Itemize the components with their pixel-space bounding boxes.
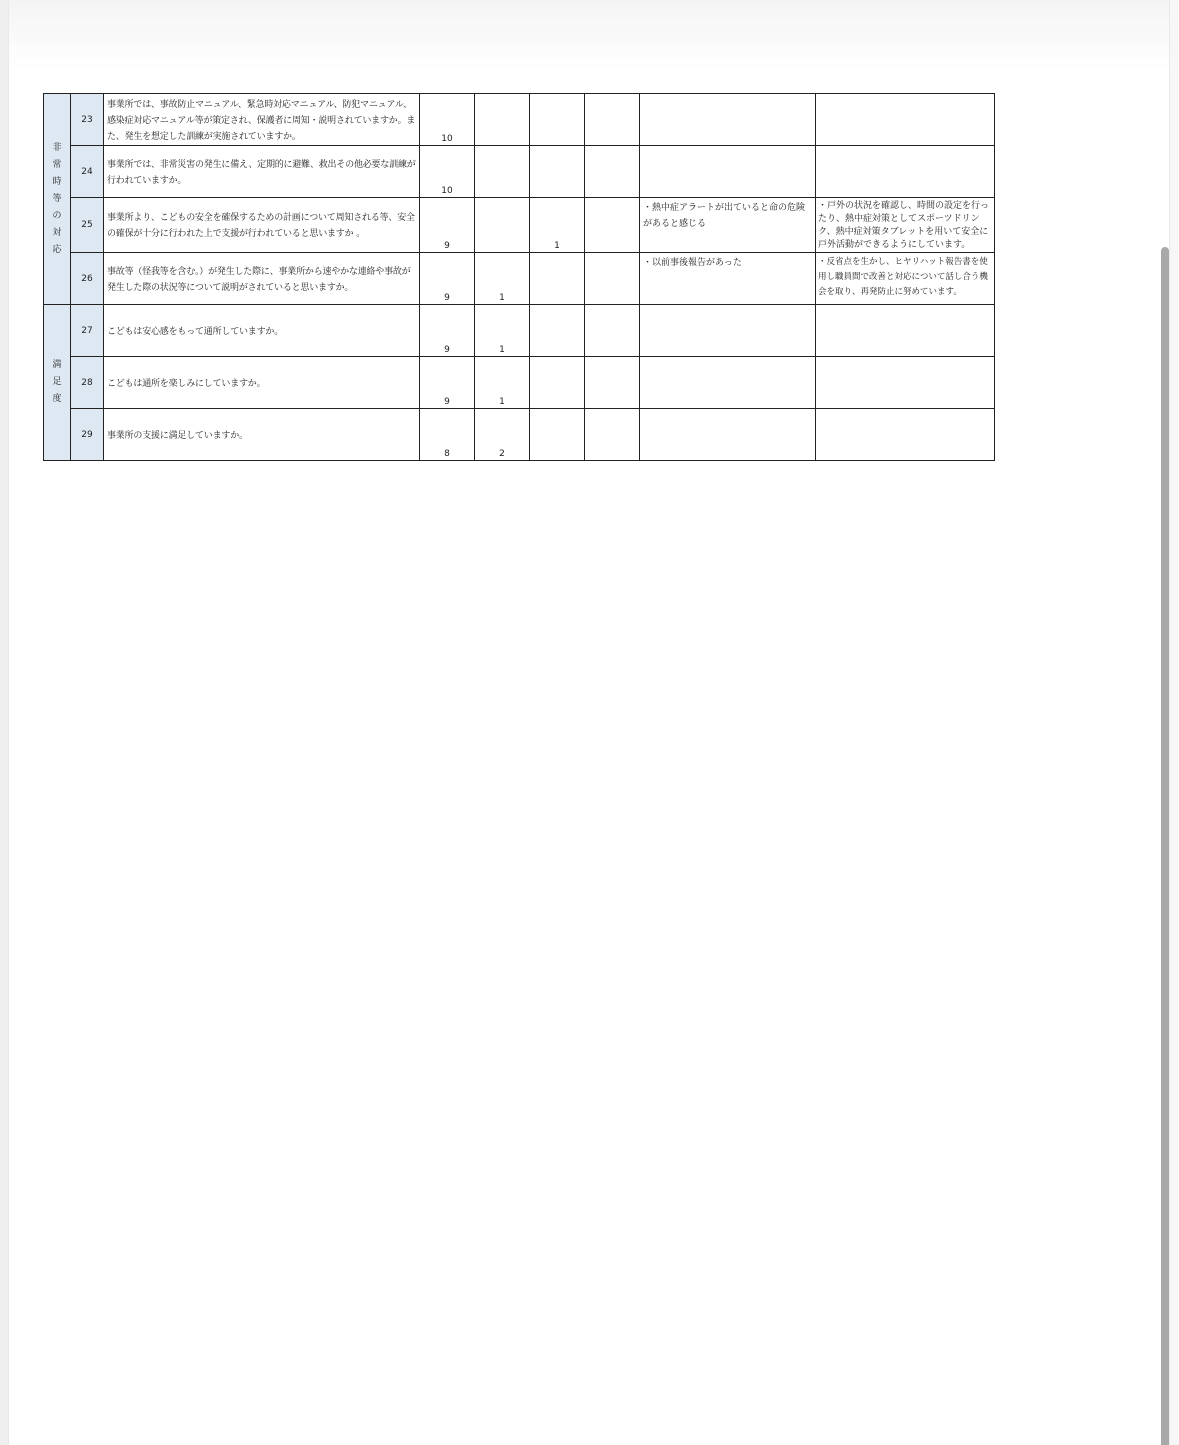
- question-text: こどもは安心感をもって通所していますか。: [104, 305, 420, 357]
- parent-opinion: [640, 146, 816, 198]
- count-unknown: [585, 409, 640, 461]
- facility-response: [816, 146, 995, 198]
- table-row: [44, 198, 995, 253]
- facility-response: [816, 357, 995, 409]
- question-text: こどもは通所を楽しみにしていますか。: [104, 357, 420, 409]
- count-neutral: 1: [475, 357, 530, 409]
- scrollbar-thumb[interactable]: [1161, 247, 1169, 1445]
- question-number: 25: [71, 198, 104, 253]
- count-no: [530, 305, 585, 357]
- scrollbar-track[interactable]: [1170, 0, 1179, 1445]
- count-yes: 9: [420, 198, 475, 253]
- count-no: [530, 409, 585, 461]
- count-unknown: [585, 94, 640, 146]
- category-satisfaction-label: 満足度: [52, 360, 62, 404]
- survey-table: [43, 93, 995, 461]
- count-no: [530, 357, 585, 409]
- table-row: [44, 253, 995, 305]
- category-emergency-label: 非常時等の対応: [52, 142, 62, 255]
- count-yes: 9: [420, 305, 475, 357]
- count-unknown: [585, 305, 640, 357]
- page-top-shade: [9, 0, 1169, 70]
- parent-opinion: [640, 94, 816, 146]
- count-yes: 8: [420, 409, 475, 461]
- count-unknown: [585, 146, 640, 198]
- question-text: 事業所では、事故防止マニュアル、緊急時対応マニュアル、防犯マニュアル、感染症対応マニュアル等が策定され、保護者に周知・説明されていますか。また、発生を想定した訓練が実施されていますか。: [104, 94, 420, 146]
- question-text: 事業所では、非常災害の発生に備え、定期的に避難、救出その他必要な訓練が行われていますか。: [104, 146, 420, 198]
- question-number: 23: [71, 94, 104, 146]
- question-number: 24: [71, 146, 104, 198]
- table-row: [44, 357, 995, 409]
- category-emergency-cell: [44, 94, 71, 305]
- table-row: [44, 146, 995, 198]
- question-text: 事故等（怪我等を含む。）が発生した際に、事業所から速やかな連絡や事故が発生した際の状況等について説明がされていると思いますか。: [104, 253, 420, 305]
- count-no: [530, 253, 585, 305]
- facility-response: [816, 409, 995, 461]
- parent-opinion: [640, 305, 816, 357]
- facility-response: [816, 305, 995, 357]
- count-neutral: [475, 146, 530, 198]
- parent-opinion: ・熱中症アラートが出ていると命の危険があると感じる: [640, 198, 816, 253]
- count-neutral: 2: [475, 409, 530, 461]
- parent-opinion: ・以前事後報告があった: [640, 253, 816, 305]
- question-number: 27: [71, 305, 104, 357]
- facility-response: ・戸外の状況を確認し、時間の設定を行ったり、熱中症対策としてスポーツドリンク、熱中症対策タブレットを用いて安全に戸外活動ができるようにしています。: [816, 198, 995, 253]
- facility-response: [816, 94, 995, 146]
- count-yes: 10: [420, 94, 475, 146]
- table-row: [44, 409, 995, 461]
- table-row: [44, 94, 995, 146]
- count-unknown: [585, 357, 640, 409]
- question-number: 26: [71, 253, 104, 305]
- count-unknown: [585, 253, 640, 305]
- count-neutral: 1: [475, 305, 530, 357]
- count-neutral: [475, 198, 530, 253]
- count-neutral: [475, 94, 530, 146]
- count-yes: 9: [420, 357, 475, 409]
- question-number: 29: [71, 409, 104, 461]
- count-no: 1: [530, 198, 585, 253]
- count-no: [530, 94, 585, 146]
- count-neutral: 1: [475, 253, 530, 305]
- count-yes: 10: [420, 146, 475, 198]
- question-number: 28: [71, 357, 104, 409]
- question-text: 事業所の支援に満足していますか。: [104, 409, 420, 461]
- count-unknown: [585, 198, 640, 253]
- parent-opinion: [640, 409, 816, 461]
- question-text: 事業所より、こどもの安全を確保するための計画について周知される等、安全の確保が十分に行われた上で支援が行われていると思いますか 。: [104, 198, 420, 253]
- facility-response: ・反省点を生かし、ヒヤリハット報告書を使用し職員間で改善と対応について話し合う機会を取り、再発防止に努めています。: [816, 253, 995, 305]
- parent-opinion: [640, 357, 816, 409]
- category-satisfaction-cell: [44, 305, 71, 461]
- count-yes: 9: [420, 253, 475, 305]
- count-no: [530, 146, 585, 198]
- table-row: [44, 305, 995, 357]
